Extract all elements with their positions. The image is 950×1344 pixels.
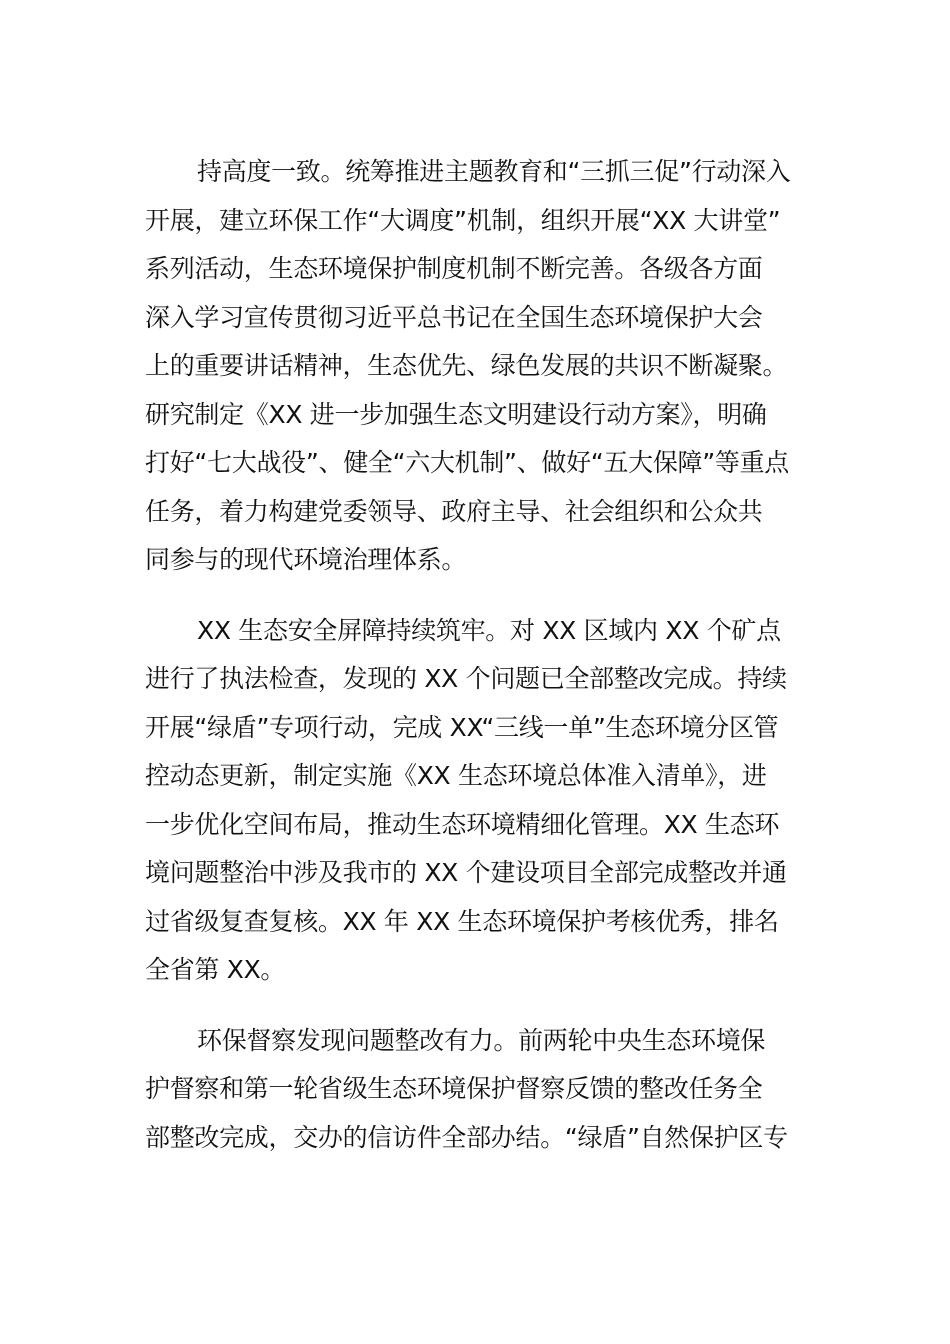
text-line: 打好“七大战役”、健全“六大机制”、做好“五大保障”等重点 [145,448,790,477]
text-line: 系列活动，生态环境保护制度机制不断完善。各级各方面 [145,254,763,283]
text-line: 上的重要讲话精神，生态优先、绿色发展的共识不断凝聚。 [145,351,788,380]
text-line: 持高度一致。统筹推进主题教育和“三抓三促”行动深入 [197,157,791,186]
text-line: 研究制定《XX 进一步加强生态文明建设行动方案》，明确 [145,399,767,429]
text-line: 控动态更新，制定实施《XX 生态环境总体准入清单》，进 [145,761,767,790]
text-line: 护督察和第一轮省级生态环境保护督察反馈的整改任务全 [145,1074,763,1103]
paragraph-1 [145,148,805,585]
text-line: 全省第 XX。 [145,955,286,984]
text-line: 进行了执法检查，发现的 XX 个问题已全部整改完成。持续 [145,664,787,693]
text-line: 深入学习宣传贯彻习近平总书记在全国生态环境保护大会 [145,302,763,332]
text-line: 开展，建立环保工作“大调度”机制，组织开展“XX 大讲堂” [145,205,781,235]
text-line: 环保督察发现问题整改有力。前两轮中央生态环境保 [197,1025,766,1055]
text-line: XX 生态安全屏障持续筑牢。对 XX 区域内 XX 个矿点 [197,615,781,645]
text-line: 境问题整治中涉及我市的 XX 个建设项目全部完成整改并通 [145,858,787,887]
text-line: 一步优化空间布局，推动生态环境精细化管理。XX 生态环 [145,809,780,839]
text-line: 部整改完成，交办的信访件全部办结。“绿盾”自然保护区专 [145,1122,788,1152]
text-line: 开展“绿盾”专项行动，完成 XX“三线一单”生态环境分区管 [145,712,779,742]
text-line: 同参与的现代环境治理体系。 [145,545,467,574]
text-line: 任务，着力构建党委领导、政府主导、社会组织和公众共 [145,496,763,526]
paragraph-2 [145,607,805,995]
paragraph-3 [145,1017,805,1163]
text-line: 过省级复查复核。XX 年 XX 生态环境保护考核优秀，排名 [145,906,779,936]
document-body [145,148,805,1184]
